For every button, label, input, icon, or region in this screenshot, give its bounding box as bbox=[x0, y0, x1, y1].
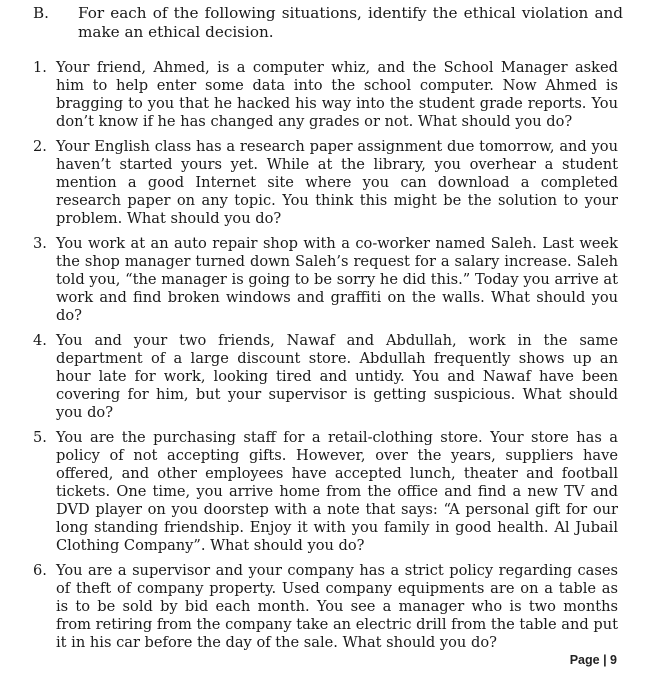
item-number: 1. bbox=[33, 59, 47, 76]
item-number: 4. bbox=[33, 332, 47, 349]
item-text: You and your two friends, Nawaf and Abdullah, work in the same department of a large discount store. Abdullah frequently shows up an hour late for work, looking tired and untidy. You and Nawaf have been covering for him, but your supervisor is getting suspicious. What should you do? bbox=[56, 332, 618, 421]
item-number: 3. bbox=[33, 235, 47, 252]
section-b bbox=[33, 4, 623, 42]
item-text: You are a supervisor and your company has a strict policy regarding cases of theft of company property. Used company equipments are on a table as is to be sold by bid each month. You see a manager who is two months from retiring from the company take an electric drill from the table and put it in his car before the day of the sale. What should you do? bbox=[56, 562, 618, 651]
situation-item-4 bbox=[33, 332, 618, 422]
situation-item-3 bbox=[33, 235, 618, 325]
section-letter: B. bbox=[33, 4, 49, 22]
page-number: Page | 9 bbox=[569, 653, 617, 667]
item-number: 5. bbox=[33, 429, 47, 446]
situation-item-6 bbox=[33, 562, 618, 652]
situation-item-5 bbox=[33, 429, 618, 555]
item-text: You work at an auto repair shop with a co-worker named Saleh. Last week the shop manager turned down Saleh’s request for a salary increase. Saleh told you, “the manager is going to be sorry he did this.” Today you arrive at work and find broken windows and graffiti on the walls. What should you do? bbox=[56, 235, 618, 324]
item-number: 2. bbox=[33, 138, 47, 155]
section-instruction: For each of the following situations, identify the ethical violation and make an ethical decision. bbox=[78, 4, 623, 41]
item-text: Your friend, Ahmed, is a computer whiz, and the School Manager asked him to help enter some data into the school computer. Now Ahmed is bragging to you that he hacked his way into the student grade reports. You don’t know if he has changed any grades or not. What should you do? bbox=[56, 59, 618, 130]
item-text: You are the purchasing staff for a retail-clothing store. Your store has a policy of not accepting gifts. However, over the years, suppliers have offered, and other employees have accepted lunch, theater and football tickets. One time, you arrive home from the office and find a new TV and DVD player on you doorstep with a note that says: “A personal gift for our long standing friendship. Enjoy it with you family in good health. Al Jubail Clothing Company”. What should you do? bbox=[56, 429, 618, 554]
situation-item-1 bbox=[33, 59, 618, 131]
situation-item-2 bbox=[33, 138, 618, 228]
item-text: Your English class has a research paper assignment due tomorrow, and you haven’t started yours yet. While at the library, you overhear a student mention a good Internet site where you can download a completed research paper on any topic. You think this might be the solution to your problem. What should you do? bbox=[56, 138, 618, 227]
situation-list bbox=[33, 59, 618, 659]
item-number: 6. bbox=[33, 562, 47, 579]
